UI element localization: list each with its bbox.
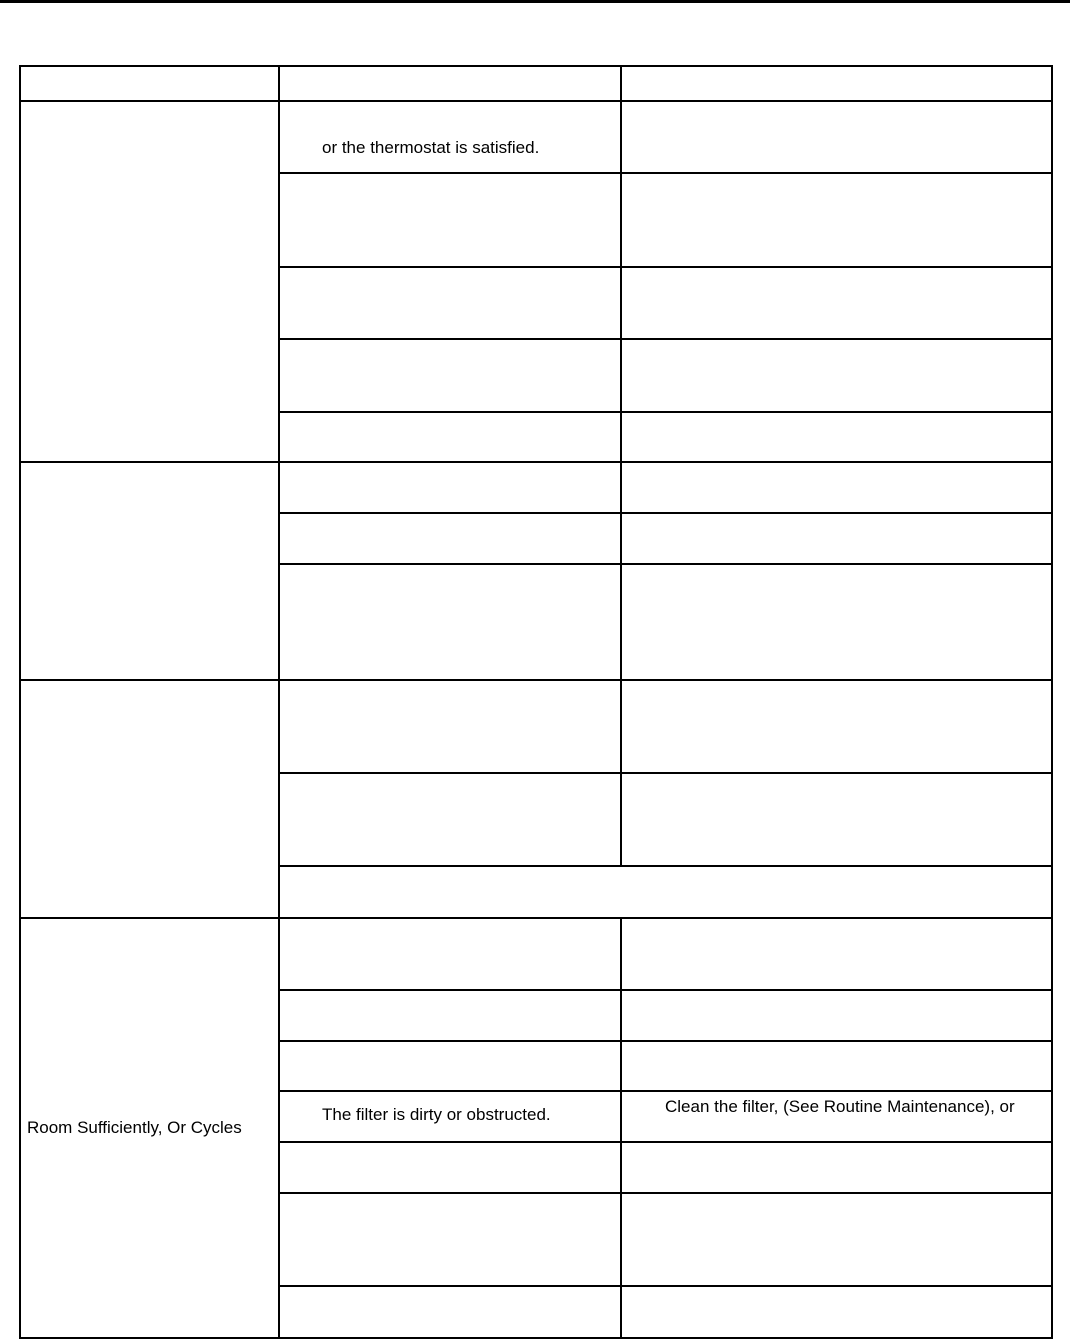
table-border: [20, 66, 1052, 1338]
remedy-clean-filter: Clean the filter, (See Routine Maintenance), or: [665, 1097, 1015, 1116]
problem-room-sufficiently: Room Sufficiently, Or Cycles: [27, 1118, 242, 1137]
cause-thermostat-satisfied: or the thermostat is satisfied.: [322, 138, 540, 157]
cause-filter-dirty: The filter is dirty or obstructed.: [322, 1105, 551, 1124]
